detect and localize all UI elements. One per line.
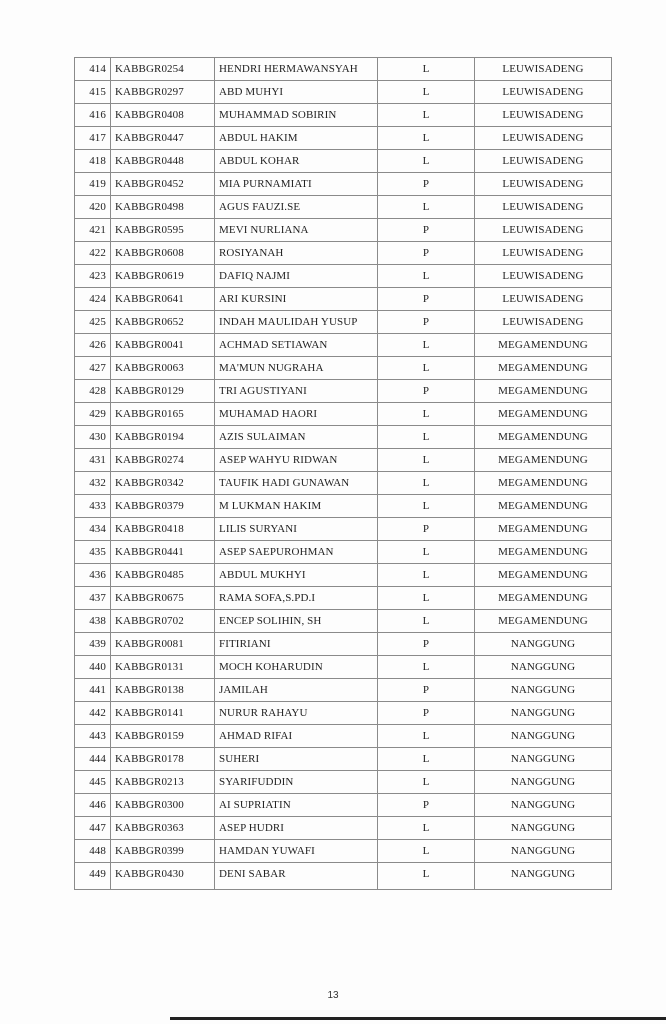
participant-code-cell: KABBGR0498 — [111, 196, 215, 219]
participant-code-cell: KABBGR0159 — [111, 725, 215, 748]
participant-name-cell: MEVI NURLIANA — [215, 219, 378, 242]
district-cell: MEGAMENDUNG — [475, 472, 612, 495]
table-row — [75, 219, 612, 242]
gender-cell: L — [378, 426, 475, 449]
table-row — [75, 610, 612, 633]
table-row — [75, 426, 612, 449]
gender-cell: L — [378, 104, 475, 127]
gender-cell: L — [378, 403, 475, 426]
participant-code-cell: KABBGR0652 — [111, 311, 215, 334]
table-row — [75, 58, 612, 81]
district-cell: NANGGUNG — [475, 702, 612, 725]
participant-code-cell: KABBGR0408 — [111, 104, 215, 127]
participant-name-cell: MUHAMMAD SOBIRIN — [215, 104, 378, 127]
gender-cell: L — [378, 656, 475, 679]
table-row — [75, 725, 612, 748]
participant-code-cell: KABBGR0194 — [111, 426, 215, 449]
row-number-cell: 426 — [75, 334, 111, 357]
table-row — [75, 518, 612, 541]
gender-cell: L — [378, 472, 475, 495]
participant-code-cell: KABBGR0063 — [111, 357, 215, 380]
gender-cell: L — [378, 196, 475, 219]
participant-name-cell: HENDRI HERMAWANSYAH — [215, 58, 378, 81]
district-cell: LEUWISADENG — [475, 219, 612, 242]
gender-cell: L — [378, 587, 475, 610]
district-cell: LEUWISADENG — [475, 150, 612, 173]
row-number-cell: 416 — [75, 104, 111, 127]
row-number-cell: 438 — [75, 610, 111, 633]
row-number-cell: 445 — [75, 771, 111, 794]
row-number-cell: 428 — [75, 380, 111, 403]
gender-cell: L — [378, 357, 475, 380]
gender-cell: L — [378, 863, 475, 890]
participant-code-cell: KABBGR0379 — [111, 495, 215, 518]
table-row — [75, 840, 612, 863]
district-cell: MEGAMENDUNG — [475, 357, 612, 380]
table-row — [75, 380, 612, 403]
gender-cell: P — [378, 702, 475, 725]
participant-code-cell: KABBGR0129 — [111, 380, 215, 403]
gender-cell: L — [378, 127, 475, 150]
participant-name-cell: ROSIYANAH — [215, 242, 378, 265]
row-number-cell: 447 — [75, 817, 111, 840]
district-cell: MEGAMENDUNG — [475, 541, 612, 564]
participant-code-cell: KABBGR0297 — [111, 81, 215, 104]
participant-name-cell: NURUR RAHAYU — [215, 702, 378, 725]
participant-name-cell: MOCH KOHARUDIN — [215, 656, 378, 679]
participant-code-cell: KABBGR0081 — [111, 633, 215, 656]
row-number-cell: 418 — [75, 150, 111, 173]
participant-code-cell: KABBGR0441 — [111, 541, 215, 564]
district-cell: NANGGUNG — [475, 748, 612, 771]
gender-cell: L — [378, 840, 475, 863]
district-cell: MEGAMENDUNG — [475, 564, 612, 587]
participant-code-cell: KABBGR0399 — [111, 840, 215, 863]
participant-name-cell: M LUKMAN HAKIM — [215, 495, 378, 518]
participant-name-cell: ABD MUHYI — [215, 81, 378, 104]
row-number-cell: 424 — [75, 288, 111, 311]
table-row — [75, 311, 612, 334]
table-row — [75, 794, 612, 817]
participant-name-cell: TRI AGUSTIYANI — [215, 380, 378, 403]
participant-code-cell: KABBGR0675 — [111, 587, 215, 610]
row-number-cell: 449 — [75, 863, 111, 890]
row-number-cell: 425 — [75, 311, 111, 334]
gender-cell: L — [378, 748, 475, 771]
table-row — [75, 633, 612, 656]
participant-name-cell: AHMAD RIFAI — [215, 725, 378, 748]
participant-name-cell: DAFIQ NAJMI — [215, 265, 378, 288]
participant-name-cell: ABDUL HAKIM — [215, 127, 378, 150]
district-cell: LEUWISADENG — [475, 242, 612, 265]
participant-code-cell: KABBGR0131 — [111, 656, 215, 679]
row-number-cell: 434 — [75, 518, 111, 541]
gender-cell: L — [378, 150, 475, 173]
participant-table — [74, 57, 612, 890]
district-cell: NANGGUNG — [475, 863, 612, 890]
participant-code-cell: KABBGR0418 — [111, 518, 215, 541]
participant-name-cell: LILIS SURYANI — [215, 518, 378, 541]
gender-cell: L — [378, 449, 475, 472]
table-row — [75, 702, 612, 725]
participant-name-cell: ABDUL MUKHYI — [215, 564, 378, 587]
participant-code-cell: KABBGR0448 — [111, 150, 215, 173]
district-cell: LEUWISADENG — [475, 173, 612, 196]
participant-code-cell: KABBGR0041 — [111, 334, 215, 357]
gender-cell: P — [378, 794, 475, 817]
row-number-cell: 444 — [75, 748, 111, 771]
gender-cell: L — [378, 725, 475, 748]
row-number-cell: 420 — [75, 196, 111, 219]
table-row — [75, 541, 612, 564]
district-cell: MEGAMENDUNG — [475, 426, 612, 449]
participant-name-cell: HAMDAN YUWAFI — [215, 840, 378, 863]
district-cell: NANGGUNG — [475, 656, 612, 679]
participant-code-cell: KABBGR0141 — [111, 702, 215, 725]
table-row — [75, 288, 612, 311]
district-cell: LEUWISADENG — [475, 104, 612, 127]
page-number: 13 — [327, 990, 339, 1001]
participant-name-cell: INDAH MAULIDAH YUSUP — [215, 311, 378, 334]
participant-name-cell: AZIS SULAIMAN — [215, 426, 378, 449]
gender-cell: L — [378, 58, 475, 81]
district-cell: NANGGUNG — [475, 817, 612, 840]
district-cell: MEGAMENDUNG — [475, 495, 612, 518]
district-cell: NANGGUNG — [475, 840, 612, 863]
participant-name-cell: ASEP HUDRI — [215, 817, 378, 840]
gender-cell: L — [378, 334, 475, 357]
row-number-cell: 429 — [75, 403, 111, 426]
gender-cell: P — [378, 311, 475, 334]
row-number-cell: 432 — [75, 472, 111, 495]
row-number-cell: 442 — [75, 702, 111, 725]
district-cell: NANGGUNG — [475, 679, 612, 702]
table-row — [75, 817, 612, 840]
row-number-cell: 440 — [75, 656, 111, 679]
district-cell: LEUWISADENG — [475, 81, 612, 104]
table-row — [75, 403, 612, 426]
participant-code-cell: KABBGR0274 — [111, 449, 215, 472]
table-row — [75, 150, 612, 173]
row-number-cell: 436 — [75, 564, 111, 587]
participant-name-cell: SUHERI — [215, 748, 378, 771]
table-row — [75, 104, 612, 127]
participant-code-cell: KABBGR0608 — [111, 242, 215, 265]
participant-name-cell: ARI KURSINI — [215, 288, 378, 311]
district-cell: LEUWISADENG — [475, 58, 612, 81]
table-row — [75, 173, 612, 196]
district-cell: NANGGUNG — [475, 794, 612, 817]
participant-name-cell: ASEP WAHYU RIDWAN — [215, 449, 378, 472]
gender-cell: L — [378, 265, 475, 288]
participant-code-cell: KABBGR0138 — [111, 679, 215, 702]
gender-cell: L — [378, 610, 475, 633]
row-number-cell: 435 — [75, 541, 111, 564]
gender-cell: L — [378, 495, 475, 518]
bottom-rule — [170, 1017, 666, 1020]
table-row — [75, 242, 612, 265]
participant-name-cell: ASEP SAEPUROHMAN — [215, 541, 378, 564]
participant-code-cell: KABBGR0485 — [111, 564, 215, 587]
district-cell: MEGAMENDUNG — [475, 380, 612, 403]
district-cell: MEGAMENDUNG — [475, 403, 612, 426]
participant-code-cell: KABBGR0702 — [111, 610, 215, 633]
participant-code-cell: KABBGR0254 — [111, 58, 215, 81]
row-number-cell: 437 — [75, 587, 111, 610]
row-number-cell: 419 — [75, 173, 111, 196]
table-row — [75, 656, 612, 679]
district-cell: LEUWISADENG — [475, 196, 612, 219]
participant-name-cell: RAMA SOFA,S.PD.I — [215, 587, 378, 610]
participant-name-cell: SYARIFUDDIN — [215, 771, 378, 794]
district-cell: LEUWISADENG — [475, 288, 612, 311]
table-row — [75, 334, 612, 357]
table-row — [75, 472, 612, 495]
row-number-cell: 423 — [75, 265, 111, 288]
table-row — [75, 679, 612, 702]
row-number-cell: 417 — [75, 127, 111, 150]
participant-code-cell: KABBGR0165 — [111, 403, 215, 426]
participant-name-cell: MIA PURNAMIATI — [215, 173, 378, 196]
participant-code-cell: KABBGR0641 — [111, 288, 215, 311]
gender-cell: L — [378, 81, 475, 104]
district-cell: MEGAMENDUNG — [475, 518, 612, 541]
row-number-cell: 433 — [75, 495, 111, 518]
participant-code-cell: KABBGR0447 — [111, 127, 215, 150]
district-cell: LEUWISADENG — [475, 265, 612, 288]
table-row — [75, 127, 612, 150]
district-cell: MEGAMENDUNG — [475, 449, 612, 472]
district-cell: NANGGUNG — [475, 725, 612, 748]
gender-cell: P — [378, 288, 475, 311]
row-number-cell: 439 — [75, 633, 111, 656]
participant-name-cell: ACHMAD SETIAWAN — [215, 334, 378, 357]
gender-cell: P — [378, 380, 475, 403]
district-cell: MEGAMENDUNG — [475, 334, 612, 357]
row-number-cell: 427 — [75, 357, 111, 380]
gender-cell: P — [378, 242, 475, 265]
table-row — [75, 357, 612, 380]
table-row — [75, 587, 612, 610]
gender-cell: L — [378, 564, 475, 587]
district-cell: NANGGUNG — [475, 633, 612, 656]
participant-code-cell: KABBGR0430 — [111, 863, 215, 890]
participant-name-cell: ABDUL KOHAR — [215, 150, 378, 173]
table-row — [75, 495, 612, 518]
table-row — [75, 196, 612, 219]
participant-name-cell: AGUS FAUZI.SE — [215, 196, 378, 219]
row-number-cell: 422 — [75, 242, 111, 265]
participant-table-body — [75, 58, 612, 890]
row-number-cell: 415 — [75, 81, 111, 104]
participant-code-cell: KABBGR0178 — [111, 748, 215, 771]
participant-code-cell: KABBGR0363 — [111, 817, 215, 840]
district-cell: NANGGUNG — [475, 771, 612, 794]
participant-name-cell: MA'MUN NUGRAHA — [215, 357, 378, 380]
row-number-cell: 431 — [75, 449, 111, 472]
participant-code-cell: KABBGR0342 — [111, 472, 215, 495]
district-cell: MEGAMENDUNG — [475, 610, 612, 633]
district-cell: MEGAMENDUNG — [475, 587, 612, 610]
row-number-cell: 441 — [75, 679, 111, 702]
participant-name-cell: DENI SABAR — [215, 863, 378, 890]
table-row — [75, 81, 612, 104]
table-row — [75, 449, 612, 472]
participant-name-cell: AI SUPRIATIN — [215, 794, 378, 817]
row-number-cell: 414 — [75, 58, 111, 81]
table-row — [75, 863, 612, 890]
participant-code-cell: KABBGR0595 — [111, 219, 215, 242]
participant-code-cell: KABBGR0619 — [111, 265, 215, 288]
gender-cell: P — [378, 173, 475, 196]
participant-code-cell: KABBGR0213 — [111, 771, 215, 794]
participant-name-cell: FITIRIANI — [215, 633, 378, 656]
district-cell: LEUWISADENG — [475, 311, 612, 334]
participant-name-cell: MUHAMAD HAORI — [215, 403, 378, 426]
gender-cell: L — [378, 541, 475, 564]
row-number-cell: 443 — [75, 725, 111, 748]
table-row — [75, 748, 612, 771]
participant-name-cell: TAUFIK HADI GUNAWAN — [215, 472, 378, 495]
participant-code-cell: KABBGR0300 — [111, 794, 215, 817]
participant-name-cell: JAMILAH — [215, 679, 378, 702]
gender-cell: P — [378, 679, 475, 702]
row-number-cell: 446 — [75, 794, 111, 817]
gender-cell: P — [378, 633, 475, 656]
gender-cell: L — [378, 771, 475, 794]
participant-code-cell: KABBGR0452 — [111, 173, 215, 196]
participant-name-cell: ENCEP SOLIHIN, SH — [215, 610, 378, 633]
row-number-cell: 430 — [75, 426, 111, 449]
gender-cell: P — [378, 518, 475, 541]
table-row — [75, 771, 612, 794]
gender-cell: P — [378, 219, 475, 242]
row-number-cell: 448 — [75, 840, 111, 863]
gender-cell: L — [378, 817, 475, 840]
district-cell: LEUWISADENG — [475, 127, 612, 150]
row-number-cell: 421 — [75, 219, 111, 242]
table-row — [75, 265, 612, 288]
table-row — [75, 564, 612, 587]
